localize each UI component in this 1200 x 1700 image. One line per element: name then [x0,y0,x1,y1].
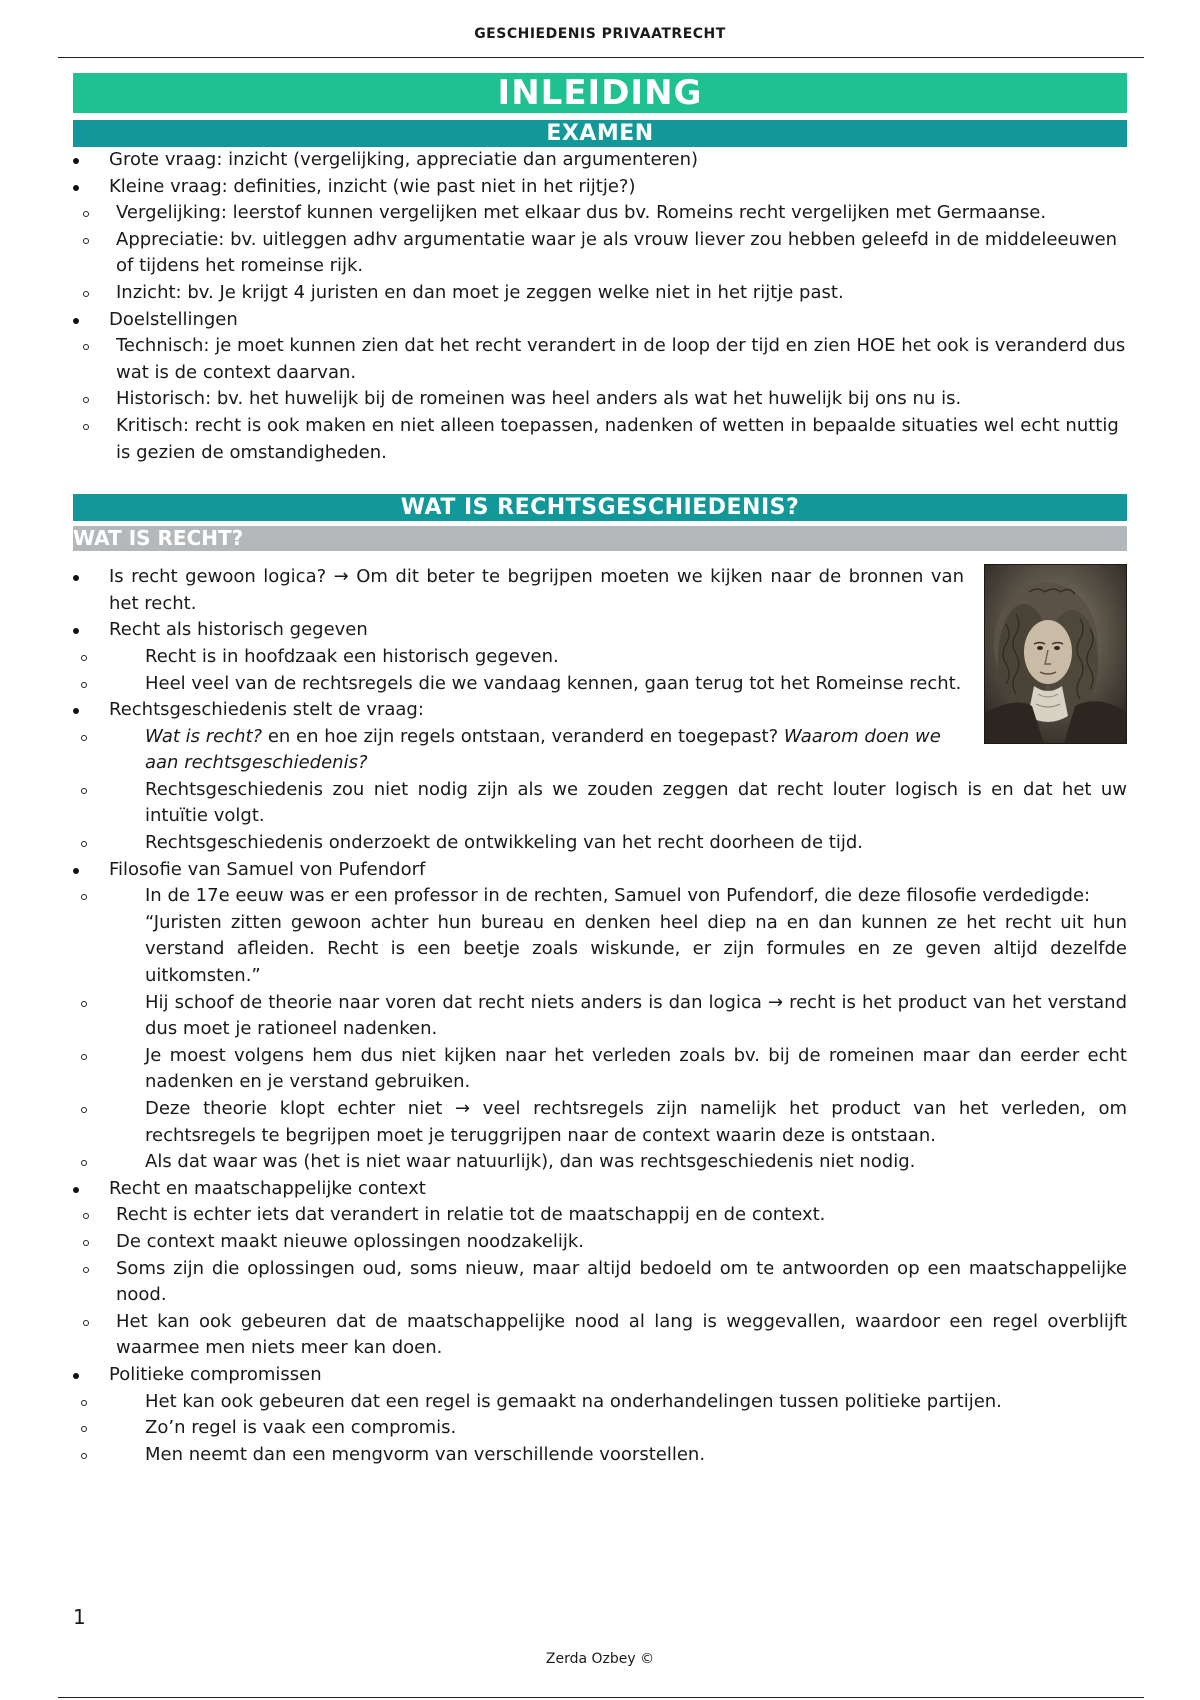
list-item [73,617,1127,697]
sub-list-item-text [145,724,1127,777]
header-rule [58,57,1144,58]
list-item [73,147,1127,174]
sub-list-item [73,1256,1127,1309]
footer-author: Zerda Ozbey © [545,1651,655,1667]
list-item [73,697,1127,857]
recht-list [73,564,1127,1468]
sub-list-item [73,1229,1127,1256]
footer-rule [58,1697,1144,1698]
sub-list [73,200,1127,306]
page-content [73,73,1127,1468]
sub-list-item [73,644,1127,671]
pufendorf-quote: “Juristen zitten gewoon achter hun bureau en denken heel diep na en dan kunnen ze het recht uit hun verstand afleiden. Recht is een beetje zoals wiskunde, er zijn formules en ze geven altijd dezelfde uitkomsten.” [145,911,1127,987]
list-item [73,307,1127,467]
heading-wat-is-rechtsgeschiedenis: WAT IS RECHTSGESCHIEDENIS? [73,494,1127,521]
sub-list-item-text: Hij schoof de theorie naar voren dat recht niets anders is dan logica → recht is het product van het verstand dus moet je rationeel nadenken. [145,991,1127,1040]
sub-list-item [73,280,1127,307]
sub-list [73,724,1127,857]
sub-list-item [73,671,1127,698]
sub-list-item-text: Zo’n regel is vaak een compromis. [145,1417,457,1439]
sub-list-item [73,227,1127,280]
sub-list-item-text: Recht is echter iets dat verandert in relatie tot de maatschappij en de context. [116,1204,826,1226]
question-italic-2: Waarom doen we aan rechtsgeschiedenis? [145,725,941,774]
question-normal: en en hoe zijn regels ontstaan, veranderd en toegepast? [262,725,784,747]
section-title-inleiding: INLEIDING [73,73,1127,113]
sub-list-item-text: Het kan ook gebeuren dat een regel is gemaakt na onderhandelingen tussen politieke partijen. [145,1390,1002,1412]
sub-list-item-text: Rechtsgeschiedenis onderzoekt de ontwikkeling van het recht doorheen de tijd. [145,832,863,854]
sub-list-item-text: Men neemt dan een mengvorm van verschillende voorstellen. [145,1443,706,1465]
sub-list-item-text: Rechtsgeschiedenis zou niet nodig zijn als we zouden zeggen dat recht louter logisch is en dat het uw intuïtie volgt. [145,778,1127,827]
running-header: GESCHIEDENIS PRIVAATRECHT [474,26,726,42]
question-italic-1: Wat is recht? [145,725,263,747]
sub-list-item-text: Heel veel van de rechtsregels die we vandaag kennen, gaan terug tot het Romeinse recht. [145,672,962,694]
sub-list-item-text: Je moest volgens hem dus niet kijken naar het verleden zoals bv. bij de romeinen maar dan eerder echt nadenken en je verstand gebruiken. [145,1044,1127,1093]
sub-list-item [73,413,1127,466]
list-item-text: Recht en maatschappelijke context [109,1177,426,1199]
sub-list-item [73,386,1127,413]
sub-list-item-text: Kritisch: recht is ook maken en niet alleen toepassen, nadenken of wetten in bepaalde situaties wel echt nuttig is gezien de omstandigheden. [116,414,1119,463]
list-item [73,1176,1127,1362]
sub-list-item [73,1149,1127,1176]
sub-list-item [73,830,1127,857]
sub-list-item [73,1389,1127,1416]
sub-list [73,1389,1127,1469]
sub-list-item [73,724,1127,777]
sub-list-item-text: Als dat waar was (het is niet waar natuurlijk), dan was rechtsgeschiedenis niet nodig. [145,1151,916,1173]
list-item-text: Grote vraag: inzicht (vergelijking, appreciatie dan argumenteren) [109,149,699,170]
sub-list-item-text: Recht is in hoofdzaak een historisch gegeven. [145,645,559,667]
sub-list-item [73,200,1127,227]
sub-list [73,644,1127,697]
sub-list-item [73,333,1127,386]
list-item [73,564,1127,617]
heading-examen: EXAMEN [73,120,1127,147]
sub-list-item-text: Technisch: je moet kunnen zien dat het recht verandert in de loop der tijd en zien HOE het ook is veranderd dus wat is de context daarvan. [116,335,1126,383]
list-item-text: Doelstellingen [109,308,238,330]
sub-list [73,333,1127,466]
list-item-text: Is recht gewoon logica? → Om dit beter te begrijpen moeten we kijken naar de bronnen van het recht. [109,566,964,614]
sub-list-item-text: In de 17e eeuw was er een professor in de rechten, Samuel von Pufendorf, die deze filosofie verdedigde: [145,885,1091,907]
sub-list-item-text: Appreciatie: bv. uitleggen adhv argumentatie waar je als vrouw liever zou hebben geleefd in de middeleeuwen of tijdens het romeinse rijk. [116,228,1118,277]
sub-list-item [73,1043,1127,1096]
sub-list [73,883,1127,1176]
list-item-text: Kleine vraag: definities, inzicht (wie past niet in het rijtje?) [109,175,636,197]
sub-list-item [73,1442,1127,1469]
rechtsgeschiedenis-body [73,564,1127,1468]
sub-list-item [73,1309,1127,1362]
sub-list [73,1202,1127,1362]
heading-wat-is-recht: WAT IS RECHT? [73,526,1127,551]
sub-list-item [73,883,1127,989]
sub-list-item-text: De context maakt nieuwe oplossingen noodzakelijk. [116,1230,585,1252]
examen-list [73,147,1127,466]
list-item [73,1362,1127,1468]
sub-list-item [73,1415,1127,1442]
list-item-text: Politieke compromissen [109,1363,322,1385]
sub-list-item [73,1096,1127,1149]
sub-list-item-text: Inzicht: bv. Je krijgt 4 juristen en dan moet je zeggen welke niet in het rijtje past. [116,281,844,303]
sub-list-item [73,1202,1127,1229]
sub-list-item-text: Vergelijking: leerstof kunnen vergelijken met elkaar dus bv. Romeins recht vergelijken met Germaanse. [116,202,1047,224]
sub-list-item [73,990,1127,1043]
page-number: 1 [73,1605,86,1629]
sub-list-item-text: Het kan ook gebeuren dat de maatschappelijke nood al lang is weggevallen, waardoor een regel overblijft waarmee men niets meer kan doen. [116,1310,1127,1359]
sub-list-item [73,777,1127,830]
list-item [73,174,1127,307]
list-item-text: Rechtsgeschiedenis stelt de vraag: [109,699,424,721]
list-item [73,857,1127,1176]
sub-list-item-text: Soms zijn die oplossingen oud, soms nieuw, maar altijd bedoeld om te antwoorden op een maatschappelijke nood. [116,1257,1127,1306]
list-item-text: Filosofie van Samuel von Pufendorf [109,858,426,880]
list-item-text: Recht als historisch gegeven [109,619,368,641]
sub-list-item-text: Deze theorie klopt echter niet → veel rechtsregels zijn namelijk het product van het verleden, om rechtsregels te begrijpen moet je teruggrijpen naar de context waarin deze is ontstaan. [145,1098,1127,1146]
sub-list-item-text: Historisch: bv. het huwelijk bij de romeinen was heel anders als wat het huwelijk bij ons nu is. [116,388,962,410]
